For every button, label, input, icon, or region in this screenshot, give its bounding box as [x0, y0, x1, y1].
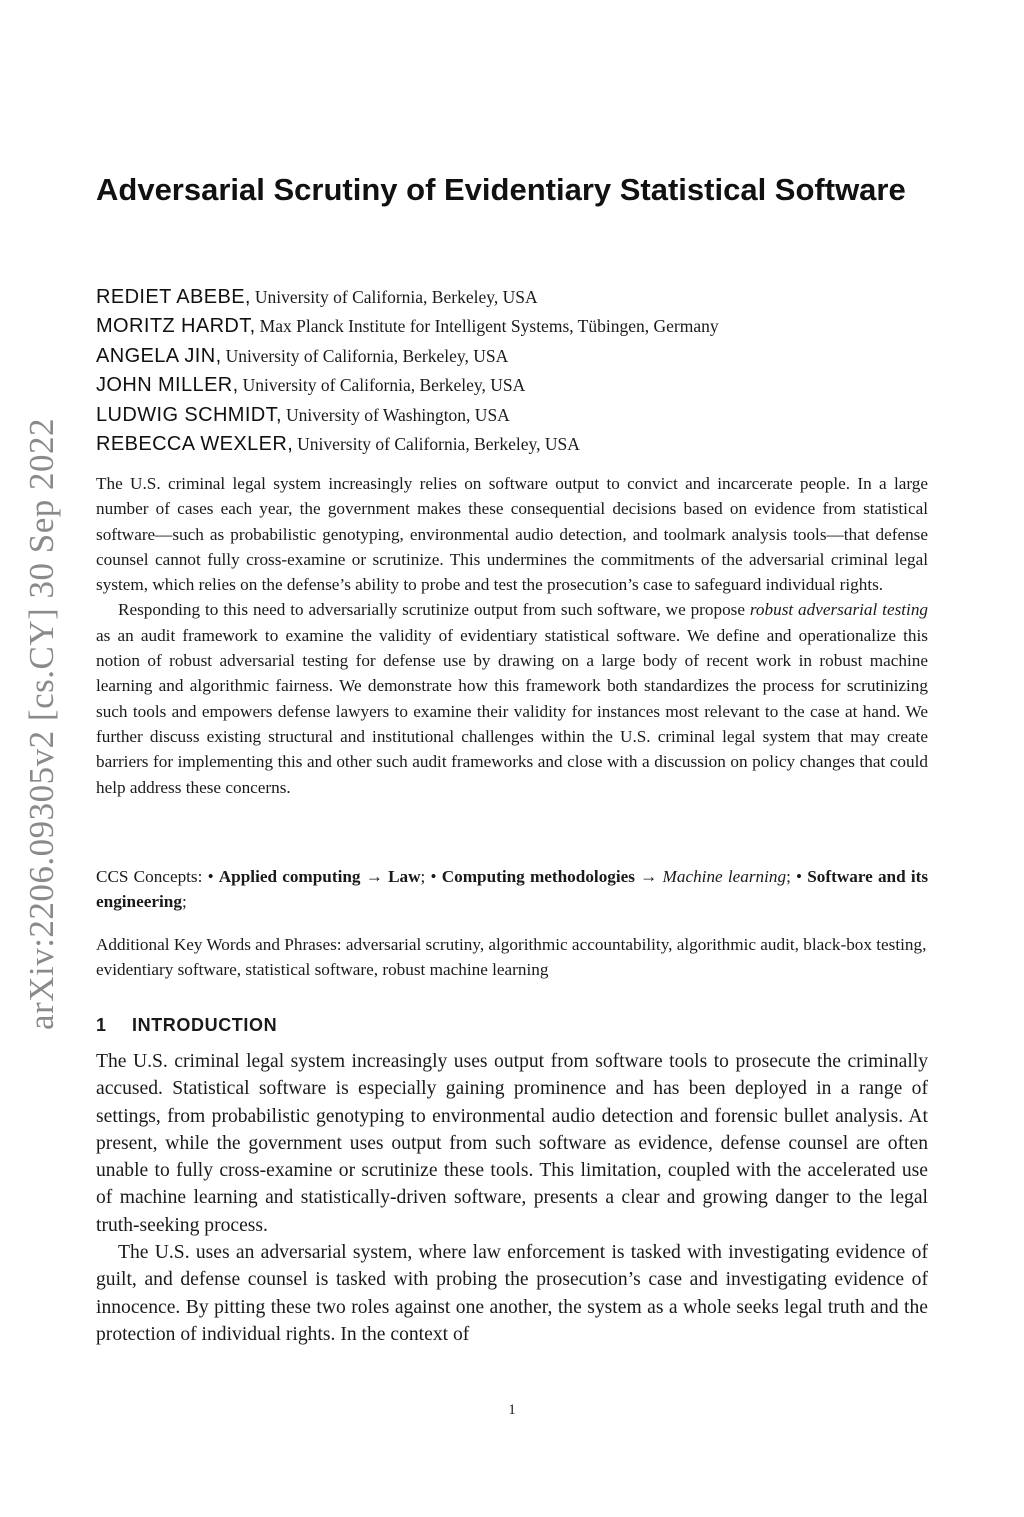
author-name: ANGELA JIN,: [96, 344, 222, 367]
ccs-separator: ; •: [786, 867, 808, 886]
ccs-arrow: →: [360, 867, 389, 886]
section-number: 1: [96, 1015, 107, 1035]
author-affiliation: University of California, Berkeley, USA: [254, 287, 538, 307]
section-heading: [96, 1015, 277, 1036]
author-affiliation: University of California, Berkeley, USA: [225, 345, 509, 366]
author-name: JOHN MILLER,: [96, 374, 239, 397]
author-entry: [96, 342, 928, 371]
author-affiliation: University of California, Berkeley, USA: [297, 433, 580, 454]
author-entry: [96, 401, 928, 430]
abstract-paragraph: The U.S. criminal legal system increasingly relies on software output to convict and incarcerate people. In a large number of cases each year, the government makes these consequential decisions based on evidence from statistical software—such as probabilistic genotyping, environmental audio detection, and toolmark analysis tools—that defense counsel cannot fully cross-examine or scrutinize. This undermines the commitments of the adversarial criminal legal system, which relies on the defense’s ability to probe and test the prosecution’s case to safeguard individual rights.: [96, 474, 928, 595]
emphasized-term: robust adversarial testing: [749, 600, 929, 620]
author-entry: [96, 312, 928, 341]
arxiv-identifier: arXiv:2206.09305v2 [cs.CY] 30 Sep 2022: [22, 417, 61, 1030]
author-affiliation: University of Washington, USA: [286, 404, 510, 425]
ccs-concept: Software and its engineering: [96, 867, 929, 912]
ccs-arrow: →: [634, 867, 663, 886]
author-entry: [96, 283, 928, 312]
abstract-paragraph: [96, 597, 928, 799]
author-name: MORITZ HARDT,: [96, 315, 256, 338]
author-affiliation: University of California, Berkeley, USA: [242, 375, 526, 396]
ccs-concepts: [96, 864, 928, 915]
ccs-concept: Applied computing: [218, 867, 361, 886]
author-entry: [96, 430, 928, 459]
page-number: 1: [508, 1402, 516, 1418]
author-name: LUDWIG SCHMIDT,: [96, 403, 282, 426]
author-affiliation: Max Planck Institute for Intelligent Systems, Tübingen, Germany: [259, 316, 719, 337]
ccs-concept: Computing methodologies: [441, 867, 635, 886]
author-name: REDIET ABEBE,: [96, 286, 251, 308]
abstract-text: Responding to this need to adversarially scrutinize output from such software, we propose: [118, 600, 745, 620]
section-title: INTRODUCTION: [132, 1015, 278, 1035]
ccs-separator: ; •: [420, 867, 442, 886]
abstract-text: as an audit framework to examine the validity of evidentiary statistical software. We define and operationalize this notion of robust adversarial testing for defense use by drawing on a large body of recent work in robust machine learning and algorithmic fairness. We demonstrate how this framework both standardizes the process for scrutinizing such tools and empowers defense lawyers to examine their validity for instances most relevant to the case at hand. We further discuss existing structural and institutional challenges within the U.S. criminal legal system that may create barriers for implementing this and other such audit frameworks and close with a discussion on policy changes that could help address these concerns.: [96, 625, 928, 797]
abstract: [96, 471, 928, 800]
ccs-end: ;: [181, 892, 187, 912]
body-paragraph: The U.S. uses an adversarial system, where law enforcement is tasked with investigating evidence of guilt, and defense counsel is tasked with probing the prosecution’s case and investigating evidence of innocence. By pitting these two roles against one another, the system as a whole seeks legal truth and the protection of individual rights. In the context of: [96, 1242, 928, 1345]
ccs-subconcept: Machine learning: [662, 867, 787, 886]
introduction-body: [96, 1048, 928, 1348]
ccs-subconcept: Law: [388, 867, 421, 886]
keywords: Additional Key Words and Phrases: adversarial scrutiny, algorithmic accountability, algorithmic audit, black-box testing, evidentiary software, statistical software, robust machine learning: [96, 935, 927, 980]
author-list: [96, 283, 928, 459]
author-name: REBECCA WEXLER,: [96, 432, 294, 455]
body-paragraph: The U.S. criminal legal system increasingly uses output from software tools to prosecute the criminally accused. Statistical software is especially gaining prominence and has been deployed in a range of settings, from probabilistic genotyping to environmental audio detection and forensic bullet analysis. At present, while the government uses output from such software as evidence, defense counsel are often unable to fully cross-examine or scrutinize these tools. This limitation, coupled with the accelerated use of machine learning and statistically-driven software, presents a clear and growing danger to the legal truth-seeking process.: [96, 1051, 928, 1236]
paper-title: Adversarial Scrutiny of Evidentiary Statistical Software: [96, 172, 906, 207]
author-entry: [96, 371, 928, 400]
ccs-label: CCS Concepts: •: [96, 867, 219, 886]
